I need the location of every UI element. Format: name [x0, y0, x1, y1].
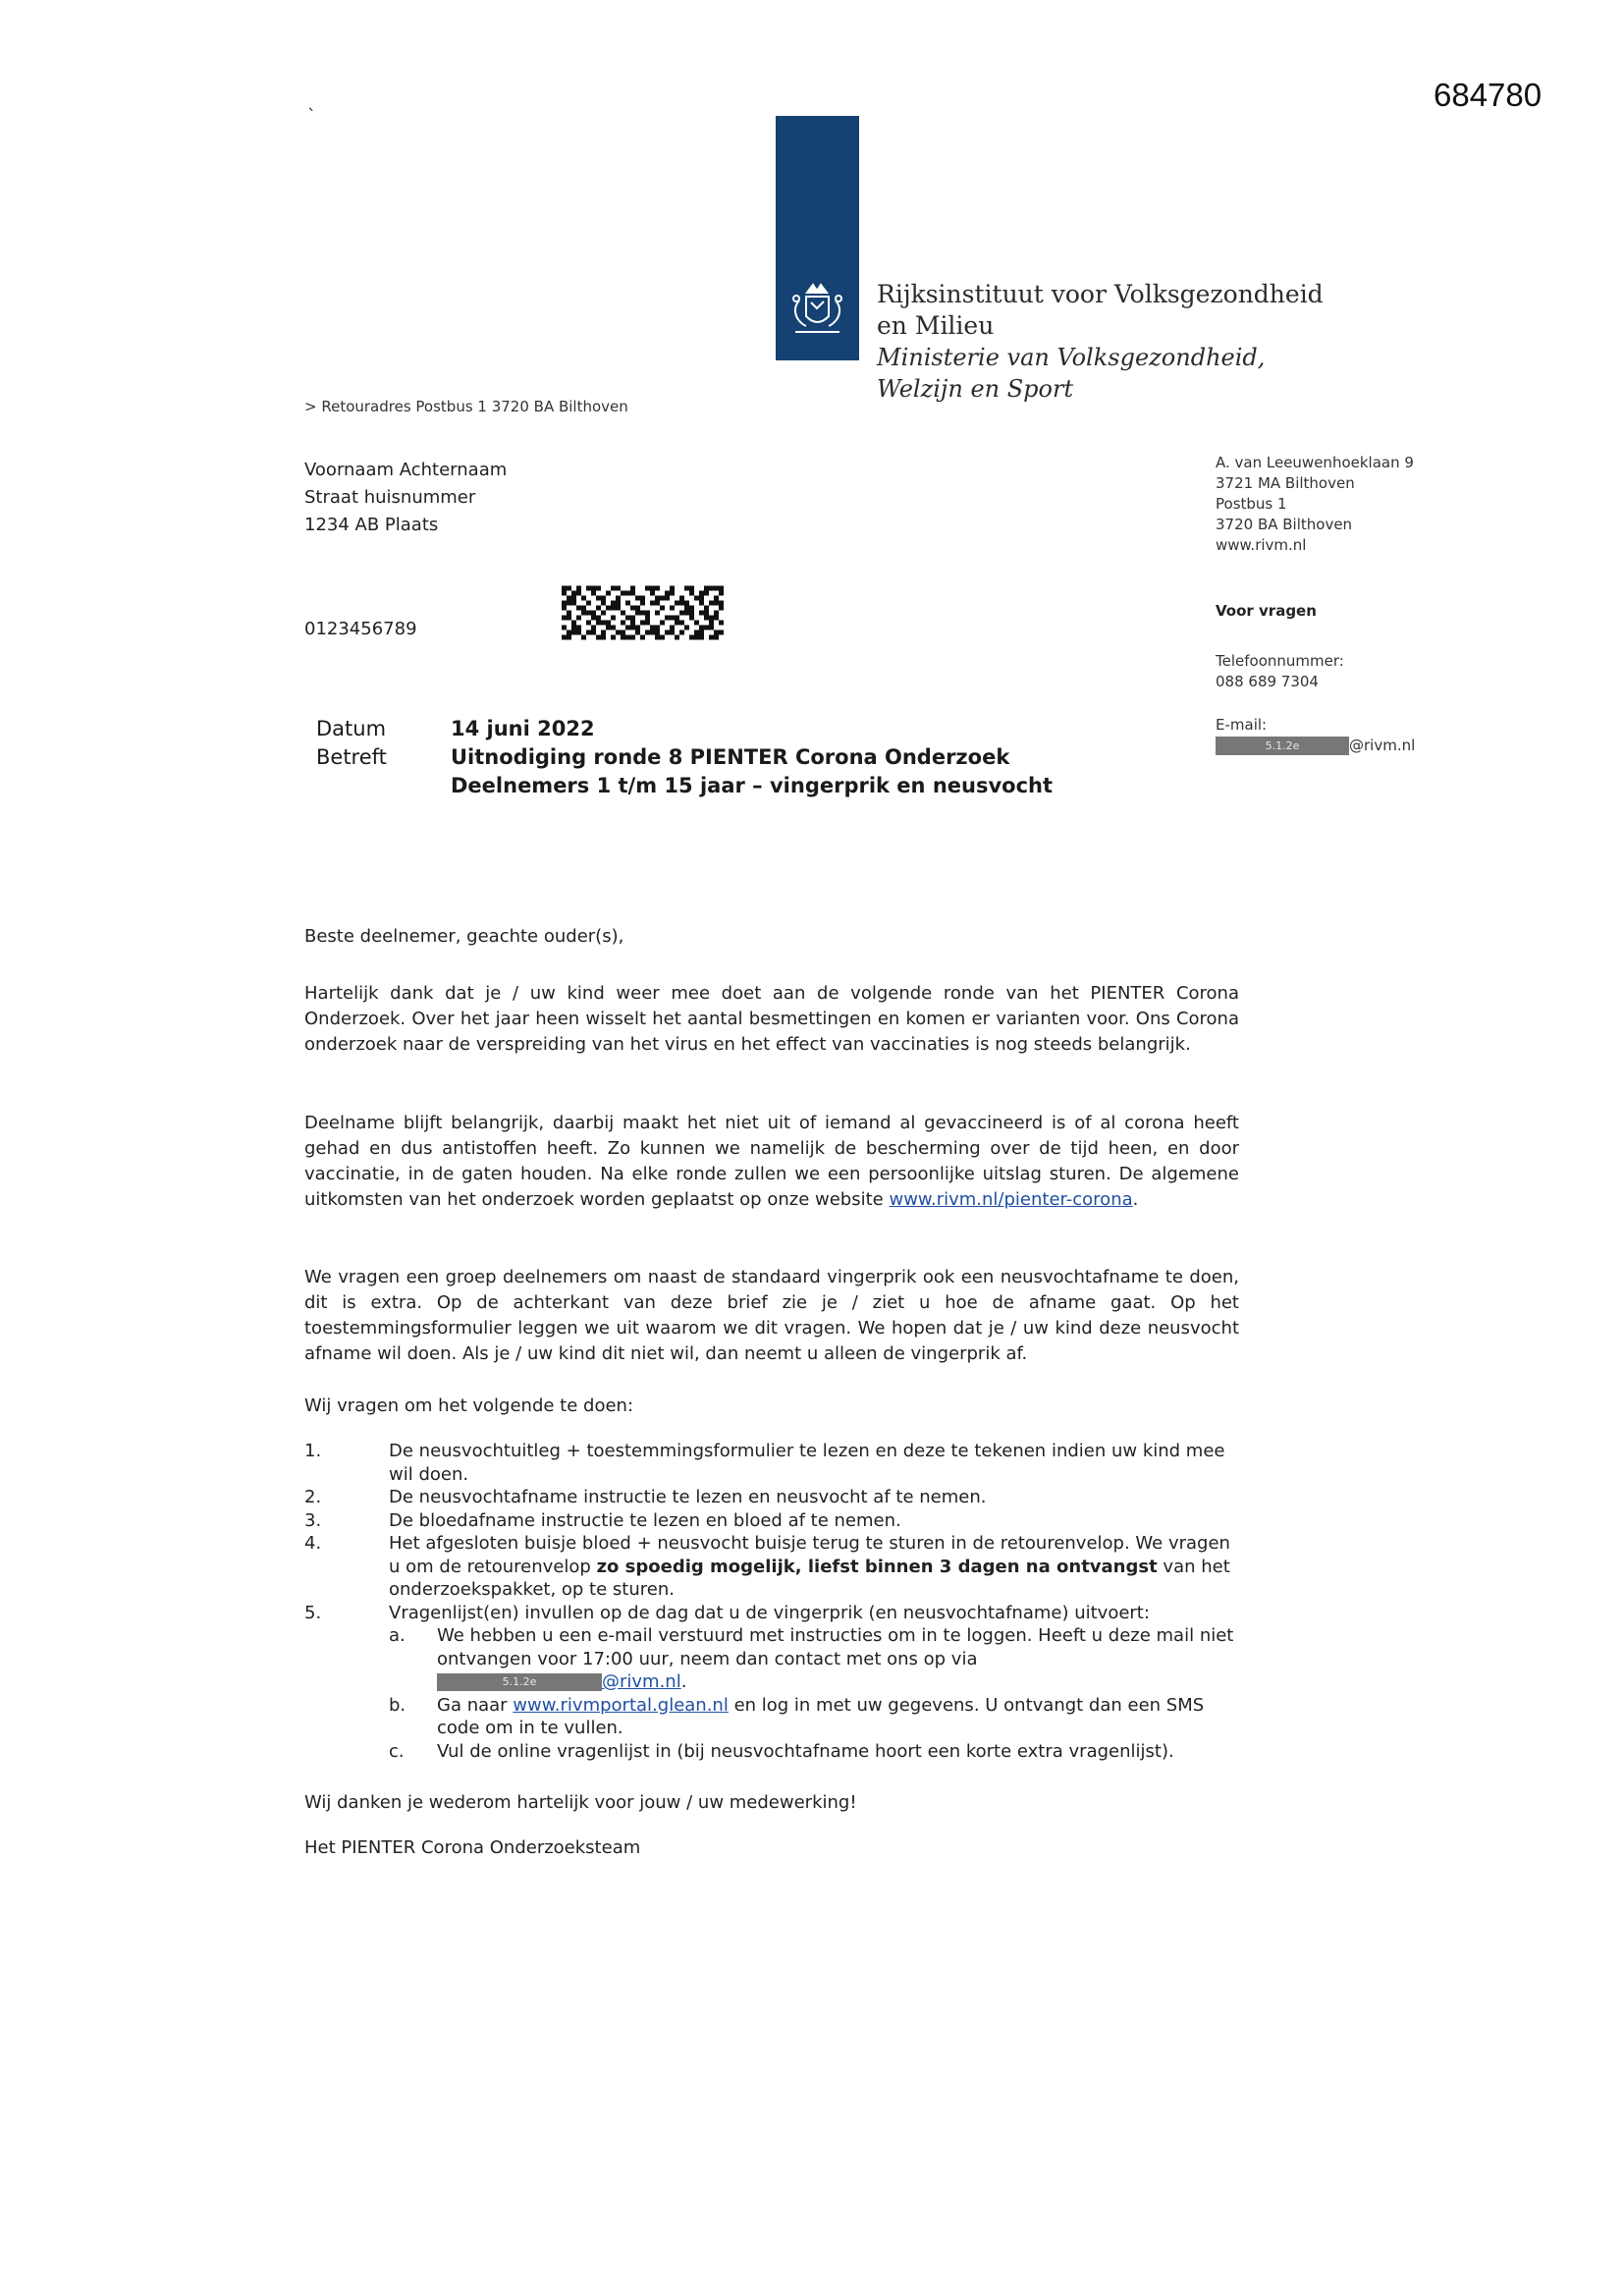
sub-item-b: [304, 1694, 1239, 1740]
list-item-text: De neusvochtuitleg + toestemmingsformulier te lezen en deze te tekenen indien uw kind mee wil doen.: [389, 1441, 1225, 1485]
scan-mark: ˋ: [307, 106, 316, 127]
paragraph-3: We vragen een groep deelnemers om naast de standaard vingerprik ook een neusvochtafname te doen, dit is extra. Op de achterkant van deze brief zie je / ziet u hoe de afname gaat. Op het toestemmingsformulier leggen we uit waarom we dit vragen. We hopen dat je / uw kind deze neusvocht afname wil doen. Als je / uw kind dit niet wil, dan neemt u alleen de vingerprik af.: [304, 1267, 1239, 1364]
email-label: E-mail:: [1216, 716, 1268, 734]
phone-number: 088 689 7304: [1216, 673, 1319, 690]
document-id: 684780: [1434, 77, 1543, 113]
coat-of-arms-icon: [776, 275, 859, 344]
email-redaction: 5.1.2e: [437, 1673, 602, 1691]
subject-line-2: Deelnemers 1 t/m 15 jaar – vingerprik en neusvocht: [451, 774, 1054, 797]
sender-address-line: Postbus 1: [1216, 495, 1287, 513]
paragraph-2: [304, 1111, 1239, 1213]
sub-item-text-end: en log in met uw gegevens. U ontvangt dan een SMS code om in te vullen.: [437, 1694, 1205, 1738]
list-item: [304, 1532, 1239, 1602]
sub-item-end: .: [680, 1671, 687, 1692]
list-item: [304, 1486, 1239, 1509]
questions-block: [1216, 601, 1317, 622]
pienter-corona-link[interactable]: www.rivm.nl/pienter-corona: [889, 1189, 1133, 1210]
sub-item-letter: a.: [389, 1625, 406, 1646]
date-label: Datum: [316, 717, 387, 740]
list-item-emphasis: zo spoedig mogelijk, liefst binnen 3 dagen na ontvangst: [596, 1556, 1158, 1577]
list-item: [304, 1509, 1239, 1533]
list-item-text: De bloedafname instructie te lezen en bloed af te nemen.: [389, 1509, 901, 1531]
email-redaction: 5.1.2e: [1216, 737, 1349, 755]
recipient-address: [304, 457, 507, 539]
phone-block: [1216, 651, 1344, 692]
recipient-reference: 0123456789: [304, 619, 417, 639]
paragraph-1: Hartelijk dank dat je / uw kind weer mee doet aan de volgende ronde van het PIENTER Corona Onderzoek. Over het jaar heen wisselt het aantal besmettingen en komen er varianten voor. Ons Corona onderzoek naar de verspreiding van het virus en het effect van vaccinaties is nog steeds belangrijk.: [304, 983, 1239, 1055]
list-item-text: De neusvochtafname instructie te lezen en neusvocht af te nemen.: [389, 1487, 987, 1507]
list-item: [304, 1440, 1239, 1486]
list-item: [304, 1602, 1239, 1625]
list-item-number: 4.: [304, 1533, 322, 1554]
email-domain: @rivm.nl: [1349, 737, 1416, 754]
sender-address-line: 3721 MA Bilthoven: [1216, 474, 1355, 492]
signature: Het PIENTER Corona Onderzoeksteam: [304, 1837, 641, 1858]
organization-name: [877, 279, 1324, 405]
org-line-4: Welzijn en Sport: [877, 375, 1074, 403]
org-line-3: Ministerie van Volksgezondheid,: [877, 344, 1266, 371]
contact-email-link[interactable]: @rivm.nl: [602, 1671, 681, 1692]
paragraph-2-text: Deelname blijft belangrijk, daarbij maakt het niet uit of iemand al gevaccineerd is of al corona heeft gehad en dus antistoffen heeft. Zo kunnen we namelijk de bescherming over de tijd heen, en door vaccinatie, in de gaten houden. Na elke ronde zullen we een persoonlijke uitslag sturen. De algemene uitkomsten van het onderzoek worden geplaatst op onze website: [304, 1113, 1239, 1210]
sub-item-c: [304, 1740, 1239, 1764]
rivmportal-link[interactable]: www.rivmportal.glean.nl: [513, 1694, 729, 1716]
sender-address: [1216, 453, 1414, 556]
org-line-2: en Milieu: [877, 311, 995, 340]
return-address: > Retouradres Postbus 1 3720 BA Bilthoven: [304, 398, 628, 415]
list-item-number: 2.: [304, 1487, 322, 1507]
org-line-1: Rijksinstituut voor Volksgezondheid: [877, 280, 1324, 308]
list-item-text: Het afgesloten buisje bloed + neusvocht buisje terug te sturen in de retourenvelop. We vragen u om de retourenvelop: [389, 1533, 1230, 1577]
list-item-text: Vragenlijst(en) invullen op de dag dat u de vingerprik (en neusvochtafname) uitvoert:: [389, 1602, 1150, 1623]
sub-item-text: Vul de online vragenlijst in (bij neusvochtafname hoort een korte extra vragenlijst).: [437, 1740, 1174, 1762]
email-block: [1216, 715, 1415, 756]
paragraph-2-end: .: [1132, 1189, 1139, 1210]
phone-label: Telefoonnummer:: [1216, 652, 1344, 670]
list-intro: Wij vragen om het volgende te doen:: [304, 1395, 634, 1416]
subject-label: Betreft: [316, 745, 387, 769]
sub-item-a: [304, 1624, 1239, 1694]
list-item-number: 3.: [304, 1509, 322, 1531]
questions-heading: Voor vragen: [1216, 602, 1317, 620]
sender-address-line: A. van Leeuwenhoeklaan 9: [1216, 454, 1414, 471]
list-item-number: 5.: [304, 1602, 322, 1623]
recipient-name: Voornaam Achternaam: [304, 460, 508, 480]
list-item-number: 1.: [304, 1441, 322, 1461]
recipient-street: Straat huisnummer: [304, 487, 476, 508]
barcode-icon: [562, 585, 724, 640]
subject-line-1: Uitnodiging ronde 8 PIENTER Corona Onderzoek: [451, 745, 1010, 769]
instructions-list: [304, 1440, 1239, 1763]
sub-item-text: We hebben u een e-mail verstuurd met instructies om in te loggen. Heeft u deze mail niet ontvangen voor 17:00 uur, neem dan contact met ons op via: [437, 1625, 1234, 1669]
sub-item-text: Ga naar: [437, 1694, 514, 1716]
list-item-text-end: van het onderzoekspakket, op te sturen.: [389, 1556, 1230, 1600]
recipient-postal-city: 1234 AB Plaats: [304, 515, 439, 535]
sub-item-letter: b.: [389, 1694, 406, 1716]
sender-address-line: 3720 BA Bilthoven: [1216, 516, 1353, 533]
sub-item-letter: c.: [389, 1740, 405, 1762]
email-address: [1216, 736, 1415, 756]
salutation: Beste deelnemer, geachte ouder(s),: [304, 926, 624, 947]
date-value: 14 juni 2022: [451, 717, 595, 740]
sender-website: www.rivm.nl: [1216, 536, 1307, 554]
closing: Wij danken je wederom hartelijk voor jouw / uw medewerking!: [304, 1792, 857, 1813]
